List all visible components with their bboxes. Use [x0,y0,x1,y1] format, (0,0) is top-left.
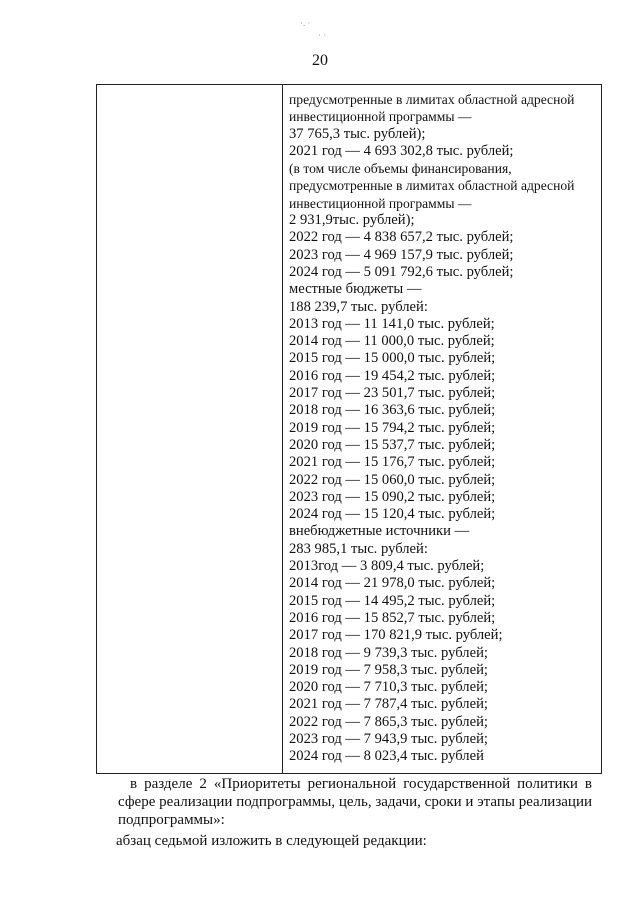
table-line: 2023 год — 15 090,2 тыс. рублей; [289,488,496,505]
table-line: 283 985,1 тыс. рублей: [289,540,428,557]
table-line: 2020 год — 7 710,3 тыс. рублей; [289,679,488,696]
table-line: 2021 год — 4 693 302,8 тыс. рублей; [289,142,514,159]
table-line: 2013 год — 11 141,0 тыс. рублей; [289,315,495,332]
table-line: 2018 год — 9 739,3 тыс. рублей; [289,644,488,661]
table-line: 2019 год — 7 958,3 тыс. рублей; [289,661,488,678]
table-line: 2022 год — 7 865,3 тыс. рублей; [289,713,488,730]
table-left-cell [97,85,283,773]
scan-speck: · · [318,30,327,40]
table-line: предусмотренные в лимитах областной адресной [289,92,575,107]
table-line: 2021 год — 7 787,4 тыс. рублей; [289,696,488,713]
table-line: инвестиционной программы — [289,109,472,125]
table-line: 2022 год — 15 060,0 тыс. рублей; [289,471,496,488]
table-line: 2024 год — 15 120,4 тыс. рублей; [289,506,496,523]
table-line: 2024 год — 5 091 792,6 тыс. рублей; [289,263,514,280]
table-line: 2017 год — 170 821,9 тыс. рублей; [289,627,503,644]
table-line: 2015 год — 14 495,2 тыс. рублей; [289,592,496,609]
table-line: внебюджетные источники — [289,523,470,540]
table-line: 2017 год — 23 501,7 тыс. рублей; [289,385,496,402]
table-right-cell [289,91,601,766]
table-line: 2021 год — 15 176,7 тыс. рублей; [289,454,496,471]
table-line: 2018 год — 16 363,6 тыс. рублей; [289,402,496,419]
table-line: 2 931,9тыс. рублей); [289,212,415,229]
page-number: 20 [312,52,328,69]
table-line: 2024 год — 8 023,4 тыс. рублей [289,748,484,765]
scan-speck: ·. · [300,18,311,28]
seventh-paragraph-instruction: абзац седьмой изложить в следующей редакции: [116,833,427,849]
table-line: 2014 год — 21 978,0 тыс. рублей; [289,575,496,592]
table-line: 2013год — 3 809,4 тыс. рублей; [289,558,485,575]
table-line: 2023 год — 4 969 157,9 тыс. рублей; [289,246,514,263]
table-line: 2016 год — 15 852,7 тыс. рублей; [289,609,496,626]
table-line: 2016 год — 19 454,2 тыс. рублей; [289,367,496,384]
table-line: местные бюджеты — [289,281,422,298]
table-line: 37 765,3 тыс. рублей); [289,125,426,142]
table-line: 188 239,7 тыс. рублей: [289,298,428,315]
table-line: 2022 год — 4 838 657,2 тыс. рублей; [289,229,514,246]
table-line: 2020 год — 15 537,7 тыс. рублей; [289,436,496,453]
table-line: 2014 год — 11 000,0 тыс. рублей; [289,333,495,350]
table-line: 2019 год — 15 794,2 тыс. рублей; [289,419,496,436]
table-line: 2015 год — 15 000,0 тыс. рублей; [289,350,496,367]
table-line: предусмотренные в лимитах областной адресной [289,178,575,194]
table-line: 2023 год — 7 943,9 тыс. рублей; [289,730,488,747]
section-2-paragraph: в разделе 2 «Приоритеты региональной государственной политики в сфере реализации подпрограммы, цель, задачи, сроки и этапы реализации подпрограммы»: [118,776,592,828]
table-line: (в том числе объемы финансирования, [289,161,512,177]
table-line: инвестиционной программы — [289,195,472,211]
financing-table [96,84,602,774]
